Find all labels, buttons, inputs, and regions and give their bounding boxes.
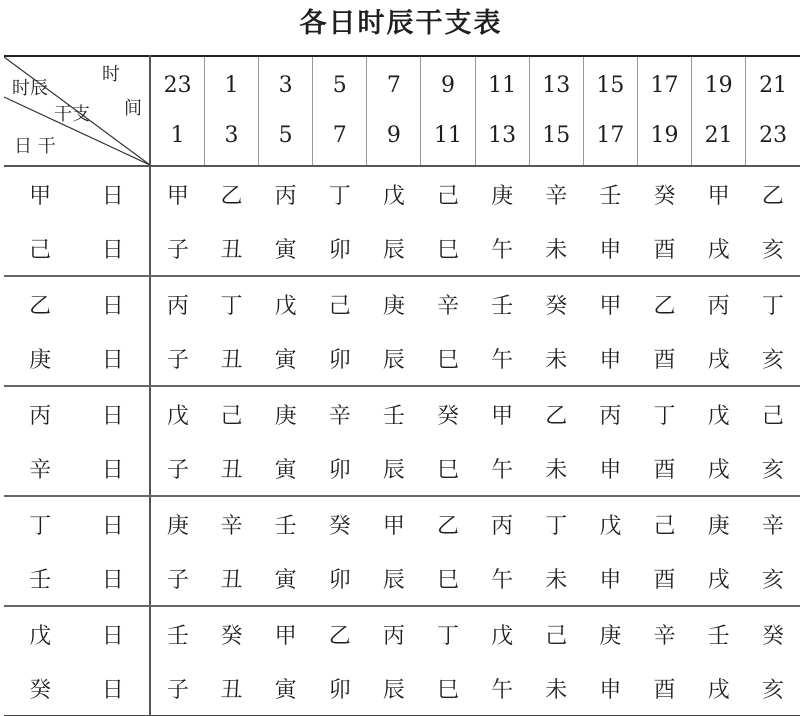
hour-branch-cell: 午 — [475, 551, 529, 606]
hour-stem-cell: 壬 — [599, 183, 622, 209]
hour-branch-cell: 申 — [583, 441, 637, 496]
stem-row — [4, 166, 800, 221]
hour-stem-cell: 己 — [761, 403, 784, 429]
hour-stem-cell: 丙 — [707, 293, 730, 319]
hour-start: 5 — [332, 73, 347, 98]
corner-label-hour: 时辰 — [12, 78, 48, 99]
hour-end: 3 — [224, 123, 239, 148]
hour-stem-cell: 己 — [545, 623, 568, 649]
hour-stem-cell: 癸 — [545, 293, 568, 319]
hour-stem-cell: 乙 — [328, 623, 351, 649]
header-corner-cell — [4, 56, 150, 166]
hour-branch-cell: 巳 — [421, 331, 475, 386]
hour-end: 13 — [488, 123, 517, 148]
hour-stem-cell: 辛 — [437, 293, 460, 319]
hour-stem-cell: 戊 — [599, 513, 622, 539]
hour-stem-cell: 辛 — [653, 623, 676, 649]
hour-stem-cell: 甲 — [166, 183, 189, 209]
hour-branch-cell: 辰 — [367, 441, 421, 496]
hour-stem-cell: 甲 — [599, 293, 622, 319]
hour-stem-cell: 乙 — [545, 403, 568, 429]
hour-stem-cell: 丁 — [437, 623, 460, 649]
hour-branch-cell: 卯 — [328, 677, 351, 703]
day-label: 日 — [76, 551, 150, 606]
hour-branch-cell: 辰 — [367, 331, 421, 386]
hour-stem-cell: 甲 — [382, 513, 405, 539]
day-stem-label: 壬 — [4, 551, 76, 606]
hour-branch-cell: 未 — [529, 221, 583, 276]
day-stem-label: 乙 — [29, 293, 52, 319]
page-title: 各日时辰干支表 — [299, 8, 503, 39]
hour-branch-cell: 卯 — [313, 221, 367, 276]
hour-branch-cell: 子 — [166, 677, 189, 703]
hour-branch-cell: 申 — [583, 331, 637, 386]
hour-branch-cell: 寅 — [259, 221, 313, 276]
hour-branch-cell: 未 — [529, 331, 583, 386]
hour-branch-cell: 丑 — [204, 331, 258, 386]
hour-branch-cell: 未 — [529, 551, 583, 606]
day-label: 日 — [76, 331, 150, 386]
hour-branch-cell: 辰 — [367, 551, 421, 606]
hour-branch-cell: 未 — [529, 441, 583, 496]
day-stem-label: 甲 — [29, 183, 52, 209]
hour-branch-cell: 子 — [150, 331, 204, 386]
hour-branch-cell: 巳 — [421, 221, 475, 276]
corner-label-time: 时 — [102, 64, 120, 85]
day-stem-label: 癸 — [29, 677, 52, 703]
hour-branch-cell: 丑 — [220, 677, 243, 703]
hour-stem-cell: 甲 — [491, 403, 514, 429]
hour-start: 9 — [441, 73, 456, 98]
hour-stem-cell: 辛 — [545, 183, 568, 209]
hour-stem-cell: 戊 — [491, 623, 514, 649]
hour-branch-cell: 酉 — [637, 441, 691, 496]
hour-stem-cell: 庚 — [707, 513, 730, 539]
hour-stem-cell: 戊 — [382, 183, 405, 209]
hour-start: 15 — [596, 73, 625, 98]
hour-branch-cell: 亥 — [746, 551, 800, 606]
hour-stem-cell: 乙 — [761, 183, 784, 209]
branch-row — [4, 331, 800, 386]
hour-stem-cell: 庚 — [274, 403, 297, 429]
hour-branch-cell: 戌 — [692, 551, 746, 606]
hour-branch-cell: 午 — [475, 331, 529, 386]
hour-end: 7 — [332, 123, 347, 148]
hour-column-header — [529, 56, 583, 166]
hour-stem-cell: 癸 — [437, 403, 460, 429]
hour-end: 1 — [170, 123, 185, 148]
day-stem-label: 丙 — [29, 403, 52, 429]
hour-branch-cell: 戌 — [692, 331, 746, 386]
hour-start: 11 — [488, 73, 517, 98]
day-stem-label: 庚 — [4, 331, 76, 386]
hour-stem-cell: 辛 — [220, 513, 243, 539]
day-label: 日 — [76, 606, 150, 661]
hour-branch-cell: 戌 — [692, 441, 746, 496]
hour-branch-cell: 卯 — [313, 441, 367, 496]
hour-stem-cell: 甲 — [274, 623, 297, 649]
day-label: 日 — [76, 661, 150, 716]
branch-row — [4, 221, 800, 276]
hour-stem-cell: 丁 — [328, 183, 351, 209]
day-stem-label: 辛 — [4, 441, 76, 496]
hour-branch-cell: 亥 — [746, 221, 800, 276]
hour-start: 13 — [542, 73, 571, 98]
hour-branch-cell: 申 — [583, 221, 637, 276]
hour-branch-cell: 戌 — [707, 677, 730, 703]
stem-row — [4, 496, 800, 551]
branch-row — [4, 441, 800, 496]
hour-branch-cell: 寅 — [274, 677, 297, 703]
hour-branch-cell: 亥 — [746, 441, 800, 496]
hour-column-header — [259, 56, 313, 166]
hour-stem-cell: 壬 — [707, 623, 730, 649]
hour-stem-cell: 丙 — [599, 403, 622, 429]
hour-stem-cell: 己 — [328, 293, 351, 319]
hour-stem-cell: 癸 — [653, 183, 676, 209]
hour-start: 1 — [224, 73, 239, 98]
hour-stem-cell: 甲 — [707, 183, 730, 209]
hour-branch-cell: 丑 — [204, 221, 258, 276]
hour-column-header — [204, 56, 258, 166]
hour-stem-cell: 癸 — [220, 623, 243, 649]
hour-stem-cell: 丙 — [166, 293, 189, 319]
hour-stem-cell: 庚 — [599, 623, 622, 649]
hour-branch-cell: 卯 — [313, 331, 367, 386]
hour-stem-cell: 乙 — [653, 293, 676, 319]
hour-stem-cell: 壬 — [382, 403, 405, 429]
day-hour-stem-branch-table — [4, 55, 800, 716]
hour-stem-cell: 戊 — [707, 403, 730, 429]
hour-stem-cell: 辛 — [761, 513, 784, 539]
hour-branch-cell: 子 — [150, 441, 204, 496]
hour-branch-cell: 丑 — [204, 441, 258, 496]
stem-row — [4, 276, 800, 331]
hour-start: 23 — [163, 73, 192, 98]
day-stem-label: 戊 — [29, 623, 52, 649]
header-row — [4, 56, 800, 166]
hour-column-header — [692, 56, 746, 166]
day-label: 日 — [76, 441, 150, 496]
hour-branch-cell: 戌 — [692, 221, 746, 276]
hour-stem-cell: 丁 — [761, 293, 784, 319]
hour-stem-cell: 癸 — [761, 623, 784, 649]
hour-branch-cell: 午 — [491, 677, 514, 703]
branch-row — [4, 551, 800, 606]
hour-end: 11 — [434, 123, 463, 148]
hour-branch-cell: 卯 — [313, 551, 367, 606]
hour-branch-cell: 辰 — [382, 677, 405, 703]
hour-branch-cell: 酉 — [637, 551, 691, 606]
hour-column-header — [583, 56, 637, 166]
stem-row — [4, 386, 800, 441]
hour-stem-cell: 己 — [653, 513, 676, 539]
hour-branch-cell: 午 — [475, 221, 529, 276]
day-stem-label: 丁 — [29, 513, 52, 539]
hour-column-header — [150, 56, 204, 166]
hour-start: 3 — [278, 73, 293, 98]
corner-label-interval: 间 — [124, 98, 142, 119]
hour-stem-cell: 丙 — [382, 623, 405, 649]
hour-stem-cell: 壬 — [274, 513, 297, 539]
hour-end: 19 — [650, 123, 679, 148]
hour-column-header — [313, 56, 367, 166]
hour-branch-cell: 午 — [475, 441, 529, 496]
hour-end: 17 — [596, 123, 625, 148]
hour-start: 21 — [759, 73, 788, 98]
hour-column-header — [421, 56, 475, 166]
hour-branch-cell: 巳 — [421, 551, 475, 606]
corner-label-day-stem: 日 干 — [14, 136, 56, 157]
hour-column-header — [637, 56, 691, 166]
hour-start: 7 — [386, 73, 401, 98]
hour-stem-cell: 癸 — [328, 513, 351, 539]
hour-end: 15 — [542, 123, 571, 148]
hour-branch-cell: 未 — [545, 677, 568, 703]
day-stem-label: 己 — [4, 221, 76, 276]
hour-stem-cell: 乙 — [220, 183, 243, 209]
day-label: 日 — [76, 221, 150, 276]
hour-start: 17 — [650, 73, 679, 98]
hour-branch-cell: 申 — [599, 677, 622, 703]
hour-stem-cell: 己 — [220, 403, 243, 429]
hour-branch-cell: 亥 — [761, 677, 784, 703]
hour-stem-cell: 戊 — [166, 403, 189, 429]
hour-branch-cell: 丑 — [204, 551, 258, 606]
branch-row — [4, 661, 800, 716]
hour-stem-cell: 己 — [437, 183, 460, 209]
hour-branch-cell: 巳 — [421, 441, 475, 496]
hour-end: 23 — [759, 123, 788, 148]
hour-column-header — [367, 56, 421, 166]
hour-stem-cell: 乙 — [437, 513, 460, 539]
hour-stem-cell: 壬 — [491, 293, 514, 319]
hour-branch-cell: 寅 — [259, 441, 313, 496]
corner-label-stem-branch: 干支 — [54, 104, 90, 125]
hour-branch-cell: 酉 — [637, 331, 691, 386]
hour-branch-cell: 辰 — [367, 221, 421, 276]
hour-stem-cell: 庚 — [166, 513, 189, 539]
hour-branch-cell: 亥 — [746, 331, 800, 386]
hour-column-header — [746, 56, 800, 166]
hour-branch-cell: 申 — [583, 551, 637, 606]
hour-end: 9 — [386, 123, 401, 148]
hour-stem-cell: 丙 — [274, 183, 297, 209]
stem-row — [4, 606, 800, 661]
hour-branch-cell: 巳 — [437, 677, 460, 703]
hour-stem-cell: 丁 — [545, 513, 568, 539]
hour-branch-cell: 寅 — [259, 551, 313, 606]
day-label: 日 — [76, 166, 150, 221]
hour-stem-cell: 丙 — [491, 513, 514, 539]
hour-stem-cell: 壬 — [166, 623, 189, 649]
day-label: 日 — [76, 386, 150, 441]
hour-stem-cell: 丁 — [653, 403, 676, 429]
hour-branch-cell: 寅 — [259, 331, 313, 386]
day-label: 日 — [76, 496, 150, 551]
hour-stem-cell: 戊 — [274, 293, 297, 319]
hour-end: 5 — [278, 123, 293, 148]
hour-branch-cell: 酉 — [637, 221, 691, 276]
hour-branch-cell: 子 — [150, 551, 204, 606]
hour-start: 19 — [704, 73, 733, 98]
hour-branch-cell: 酉 — [653, 677, 676, 703]
hour-column-header — [475, 56, 529, 166]
hour-stem-cell: 庚 — [382, 293, 405, 319]
hour-stem-cell: 庚 — [491, 183, 514, 209]
hour-stem-cell: 辛 — [328, 403, 351, 429]
hour-end: 21 — [704, 123, 733, 148]
day-label: 日 — [76, 276, 150, 331]
hour-branch-cell: 子 — [150, 221, 204, 276]
hour-stem-cell: 丁 — [220, 293, 243, 319]
